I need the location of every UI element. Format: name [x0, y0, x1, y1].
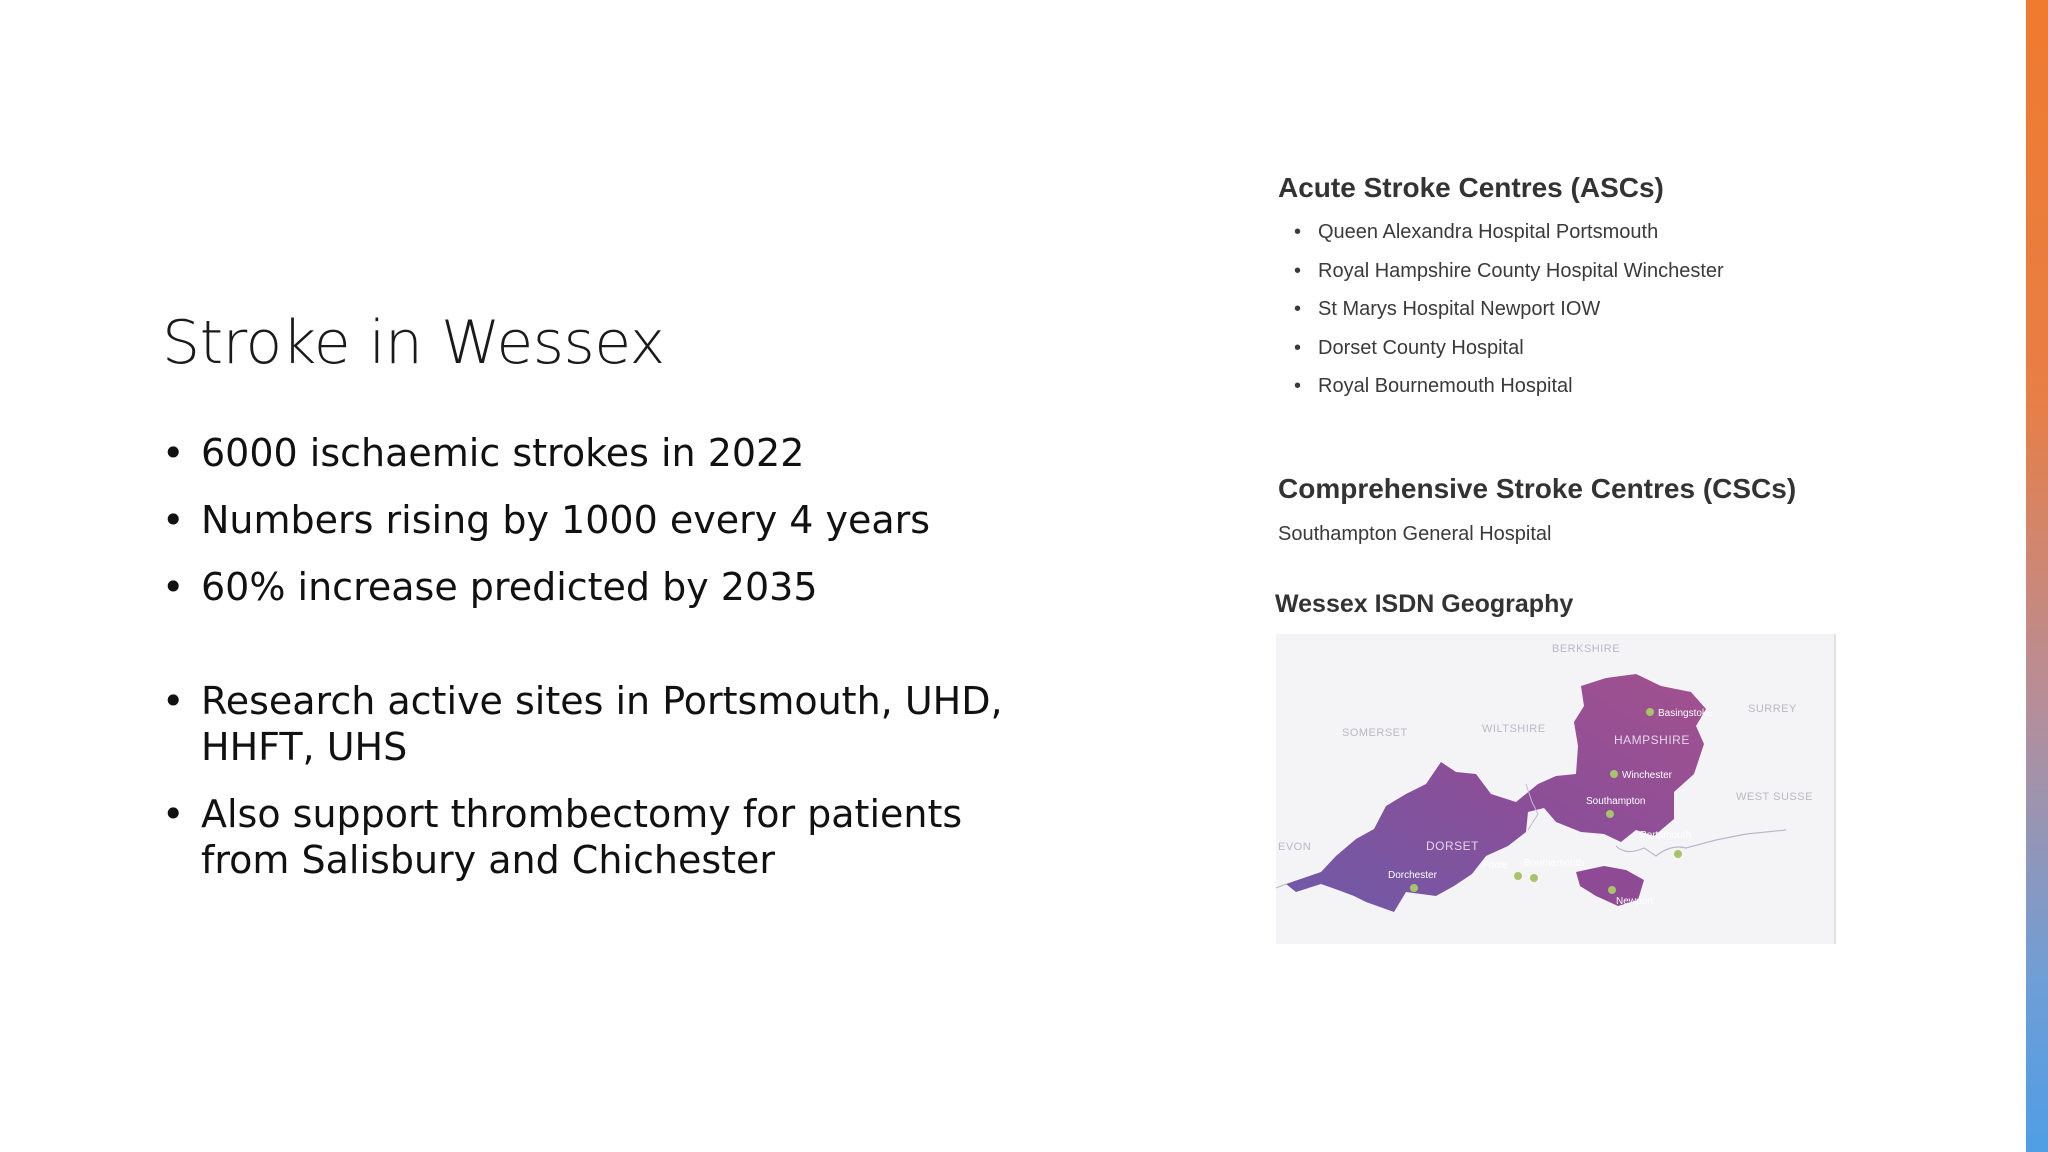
wessex-map — [1276, 634, 1836, 944]
asc-list-item: • Royal Hampshire County Hospital Winchester — [1278, 257, 1858, 296]
map-dot-southampton — [1606, 810, 1614, 818]
region-label-hampshire: HAMPSHIRE — [1614, 733, 1690, 747]
wessex-region-shape — [1286, 674, 1706, 912]
bullet-item: • Also support thrombectomy for patients from Salisbury and Chichester — [162, 791, 1062, 883]
town-label-dorchester: Dorchester — [1388, 870, 1437, 881]
region-label-berkshire: BERKSHIRE — [1552, 643, 1621, 655]
town-label-bournemouth: Bournemouth — [1524, 858, 1585, 869]
town-label-southampton: Southampton — [1586, 796, 1646, 807]
town-label-basingstoke: Basingstoke — [1658, 708, 1713, 719]
town-label-portsmouth: Portsmouth — [1640, 830, 1692, 841]
map-dot-basingstoke — [1646, 708, 1654, 716]
town-label-poole: Poole — [1482, 860, 1508, 871]
town-label-newport: Newport — [1616, 896, 1654, 907]
map-dot-newport — [1608, 886, 1616, 894]
bullet-list — [162, 430, 1062, 904]
csc-hospital: Southampton General Hospital — [1278, 522, 1552, 545]
asc-list-item: • St Marys Hospital Newport IOW — [1278, 295, 1858, 334]
region-label-somerset: SOMERSET — [1342, 727, 1408, 739]
stroke-centres-panel — [1278, 170, 1858, 546]
bullet-item: • 60% increase predicted by 2035 — [162, 564, 1062, 610]
region-label-west-sussex: WEST SUSSE — [1736, 791, 1813, 803]
region-label-dorset: DORSET — [1426, 839, 1480, 853]
map-dot-dorchester — [1410, 884, 1418, 892]
map-dot-portsmouth — [1674, 850, 1682, 858]
region-label-wiltshire: WILTSHIRE — [1482, 723, 1546, 735]
asc-list — [1278, 218, 1858, 411]
bullet-item: • 6000 ischaemic strokes in 2022 — [162, 430, 1062, 476]
region-label-surrey: SURREY — [1748, 703, 1797, 715]
map-dot-winchester — [1610, 770, 1618, 778]
accent-gradient-bar — [2026, 0, 2048, 1152]
map-dot-poole — [1514, 872, 1522, 880]
map-dot-bournemouth — [1530, 874, 1538, 882]
town-label-winchester: Winchester — [1622, 770, 1673, 781]
map-svg — [1276, 634, 1834, 944]
bullet-item: • Research active sites in Portsmouth, UHD, HHFT, UHS — [162, 678, 1062, 770]
asc-list-item: • Queen Alexandra Hospital Portsmouth — [1278, 218, 1858, 257]
region-label-devon: EVON — [1278, 841, 1312, 853]
geography-heading: Wessex ISDN Geography — [1275, 590, 1574, 618]
csc-heading: Comprehensive Stroke Centres (CSCs) — [1278, 472, 1797, 504]
slide-title: Stroke in Wessex — [162, 308, 665, 378]
bullet-item: • Numbers rising by 1000 every 4 years — [162, 497, 1062, 543]
asc-list-item: • Dorset County Hospital — [1278, 334, 1858, 373]
asc-list-item: • Royal Bournemouth Hospital — [1278, 372, 1858, 411]
asc-heading: Acute Stroke Centres (ASCs) — [1278, 172, 1664, 203]
